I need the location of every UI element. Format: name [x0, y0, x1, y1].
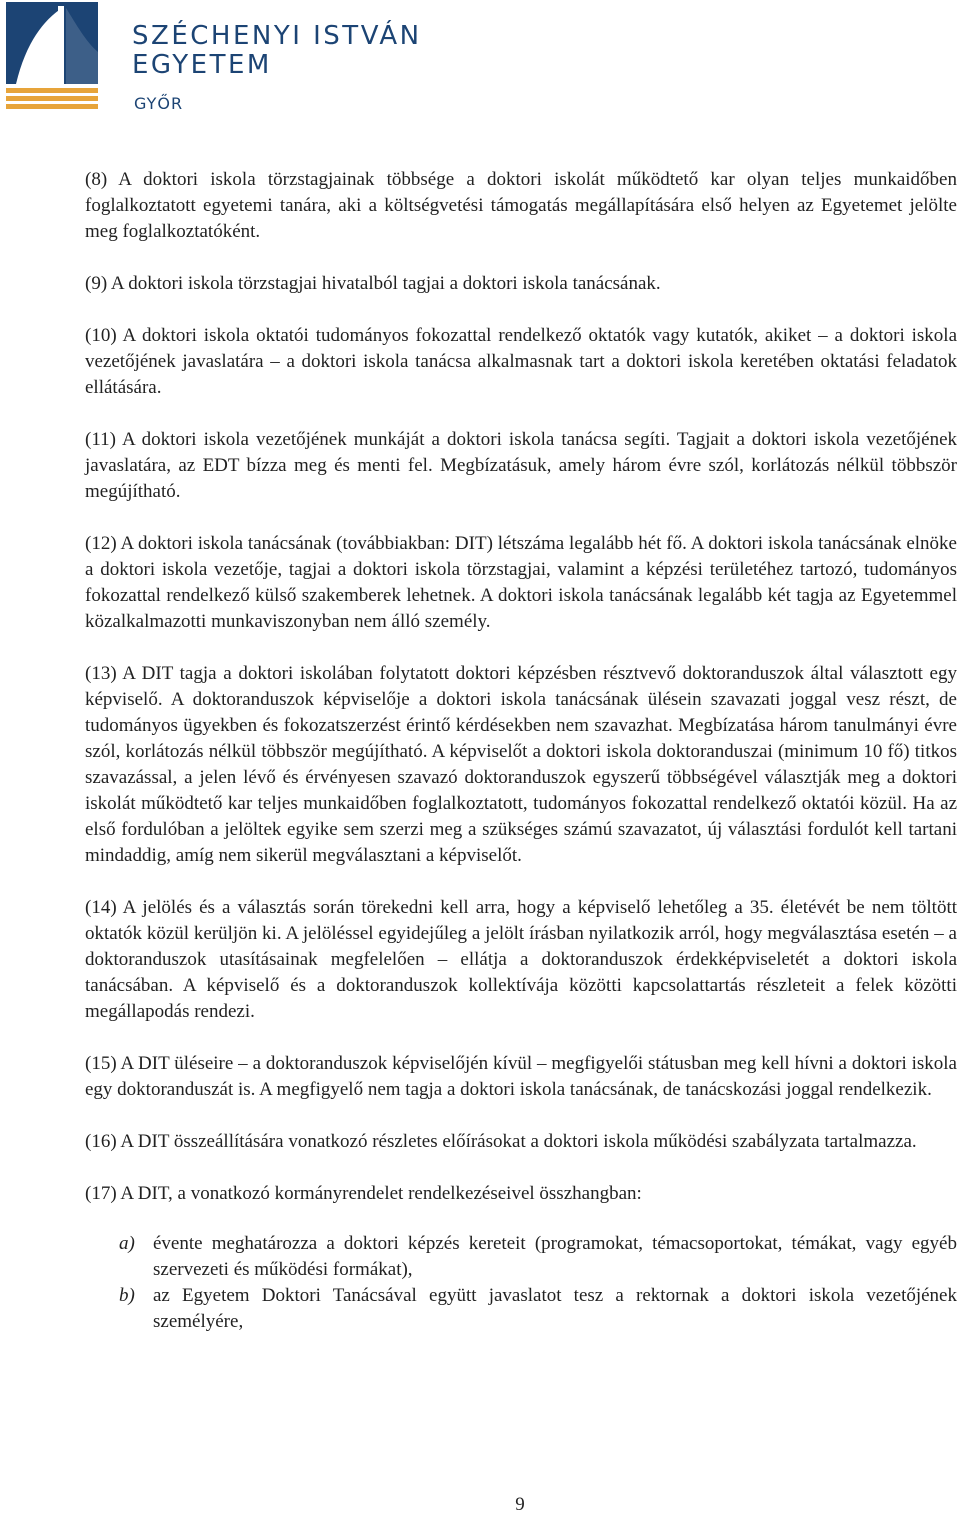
list-item [85, 1231, 957, 1283]
page-number: 9 [515, 1494, 525, 1515]
dit-duties-list [85, 1231, 957, 1335]
paragraph-10: (10) A doktori iskola oktatói tudományos fokozattal rendelkező oktatók vagy kutatók, akiket – a doktori iskola vezetőjének javaslatára – a doktori iskola tanácsa alkalmasnak tart a doktori iskola keretében oktatási feladatok ellátására. [85, 325, 957, 398]
university-name [132, 22, 422, 80]
paragraph-9: (9) A doktori iskola törzstagjai hivatalból tagjai a doktori iskola tanácsának. [85, 273, 661, 294]
list-item-text: az Egyetem Doktori Tanácsával együtt javaslatot tesz a rektornak a doktori iskola vezetőjének személyére, [153, 1285, 957, 1332]
letterhead [6, 2, 426, 114]
paragraph-12: (12) A doktori iskola tanácsának (továbbiakban: DIT) létszáma legalább hét fő. A doktori iskola tanácsának elnöke a doktori iskola vezetője, tagjai a doktori iskola törzstagjai, valamint a képzési területéhez tartozó, tudományos fokozattal rendelkező külső szakemberek lehetnek. A doktori iskola tanácsának legalább két tagja az Egyetemmel közalkalmazotti munkaviszonyban nem álló személy. [85, 533, 957, 632]
paragraph-14: (14) A jelölés és a választás során törekedni kell arra, hogy a képviselő lehetőleg a 35. életévét be nem töltött oktatók közül kerüljön ki. A jelöléssel egyidejűleg a jelölt írásban nyilatkozik arról, hogy megválasztása esetén – a doktoranduszok utasításainak megfelelően – ellátja a doktoranduszok érdekképviseletét a doktori iskola tanácsában. A képviselő és a doktoranduszok kollektívája közötti kapcsolattartás részleteit a felek közötti megállapodás rendezi. [85, 897, 957, 1022]
university-logo-icon [6, 2, 98, 112]
list-item-marker: b) [119, 1285, 135, 1306]
list-item-text: évente meghatározza a doktori képzés kereteit (programokat, témacsoportokat, témákat, vagy egyéb szervezeti és működési formákat), [153, 1233, 957, 1280]
paragraph-8: (8) A doktori iskola törzstagjainak többsége a doktori iskolát működtető kar olyan teljes munkaidőben foglalkoztatott egyetemi tanára, aki a költségvetési támogatás megállapítására első helyen az Egyetemet jelölte meg foglalkoztatóként. [85, 169, 957, 242]
document-body [85, 167, 957, 1335]
university-city: GYŐR [134, 94, 184, 113]
paragraph-17: (17) A DIT, a vonatkozó kormányrendelet rendelkezéseivel összhangban: [85, 1183, 642, 1204]
paragraph-11: (11) A doktori iskola vezetőjének munkáját a doktori iskola tanácsa segíti. Tagjait a doktori iskola vezetőjének javaslatára, az EDT bízza meg és menti fel. Megbízatásuk, amely három évre szól, korlátozás nélkül többször megújítható. [85, 429, 957, 502]
list-item [85, 1283, 957, 1335]
paragraph-16: (16) A DIT összeállítására vonatkozó részletes előírásokat a doktori iskola működési szabályzata tartalmazza. [85, 1131, 917, 1152]
university-name-line1: SZÉCHENYI ISTVÁN [132, 21, 422, 51]
paragraph-13: (13) A DIT tagja a doktori iskolában folytatott doktori képzésben résztvevő doktoranduszok által választott egy képviselő. A doktoranduszok képviselője a doktori iskola tanácsának ülésein szavazati joggal vesz részt, de tudományos ügyekben és fokozatszerzést érintő kérdésekben nem szavazhat. Megbízatása három tanulmányi évre szól, korlátozás nélkül többször megújítható. A képviselőt a doktori iskola doktoranduszai (minimum 10 fő) titkos szavazással, a jelen lévő és érvényesen szavazó doktoranduszok egyszerű többségével választják meg a doktori iskolát működtető kar teljes munkaidőben foglalkoztatott, tudományos fokozattal rendelkező oktatói közül. Ha az első fordulóban a jelöltek egyike sem szerzi meg a szükséges számú szavazatot, új választási fordulót kell tartani mindaddig, amíg nem sikerül megválasztani a képviselőt. [85, 663, 957, 866]
paragraph-15: (15) A DIT üléseire – a doktoranduszok képviselőjén kívül – megfigyelői státusban meg kell hívni a doktori iskola egy doktoranduszát is. A megfigyelő nem tagja a doktori iskola tanácsának, de tanácskozási joggal rendelkezik. [85, 1053, 957, 1100]
university-name-line2: EGYETEM [132, 50, 272, 80]
list-item-marker: a) [119, 1233, 135, 1254]
